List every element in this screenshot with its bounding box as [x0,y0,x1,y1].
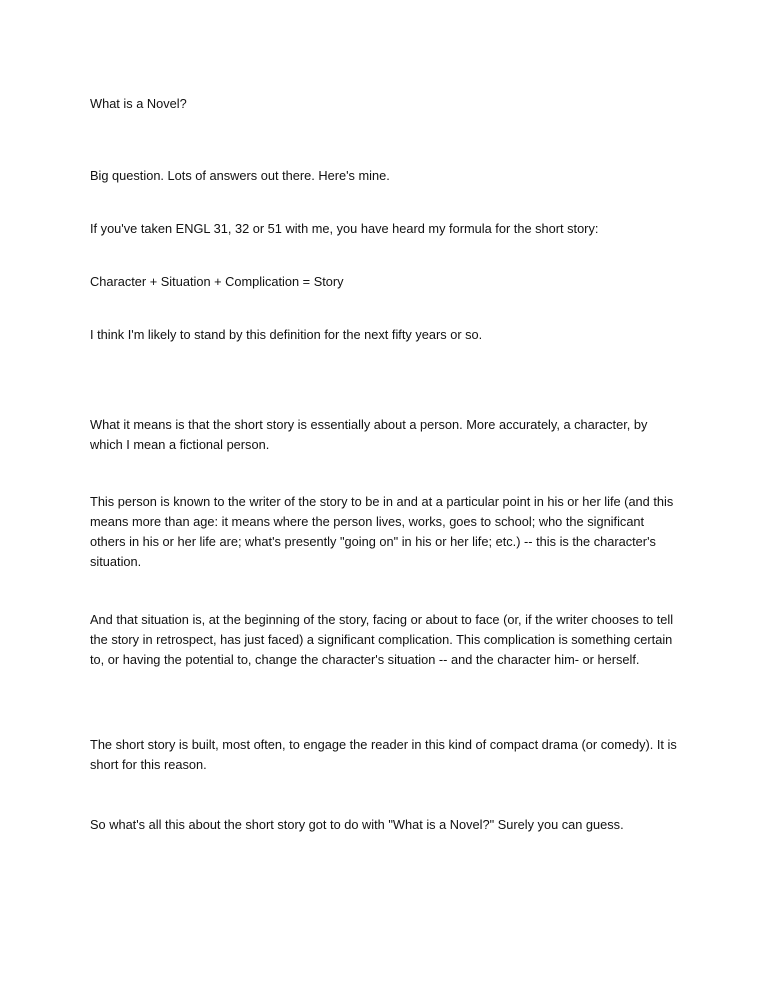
paragraph-conclusion: So what's all this about the short story got to do with "What is a Novel?" Surely you can guess. [90,817,624,832]
paragraph-definition: I think I'm likely to stand by this definition for the next fifty years or so. [90,327,483,342]
paragraph-big-question: Big question. Lots of answers out there. Here's mine. [90,168,390,183]
document-title: What is a Novel? [90,96,187,111]
paragraph-character: What it means is that the short story is essentially about a person. More accurately, a character, by which I mean a fictional person. [90,417,648,452]
paragraph-formula: Character + Situation + Complication = Story [90,274,344,289]
paragraph-complication: And that situation is, at the beginning of the story, facing or about to face (or, if the writer chooses to tell the story in retrospect, has just faced) a significant complication. This complication is something certain to, or having the potential to, change the character's situation -- and the character him- or herself. [90,612,674,667]
paragraph-situation: This person is known to the writer of the story to be in and at a particular point in his or her life (and this means more than age: it means where the person lives, works, goes to school; who the significant others in his or her life are; what's presently "going on" in his or her life; etc.) -- this is the character's situation. [90,494,674,569]
paragraph-compact-drama: The short story is built, most often, to engage the reader in this kind of compact drama (or comedy). It is short for this reason. [90,737,677,772]
paragraph-formula-intro: If you've taken ENGL 31, 32 or 51 with me, you have heard my formula for the short story: [90,221,599,236]
